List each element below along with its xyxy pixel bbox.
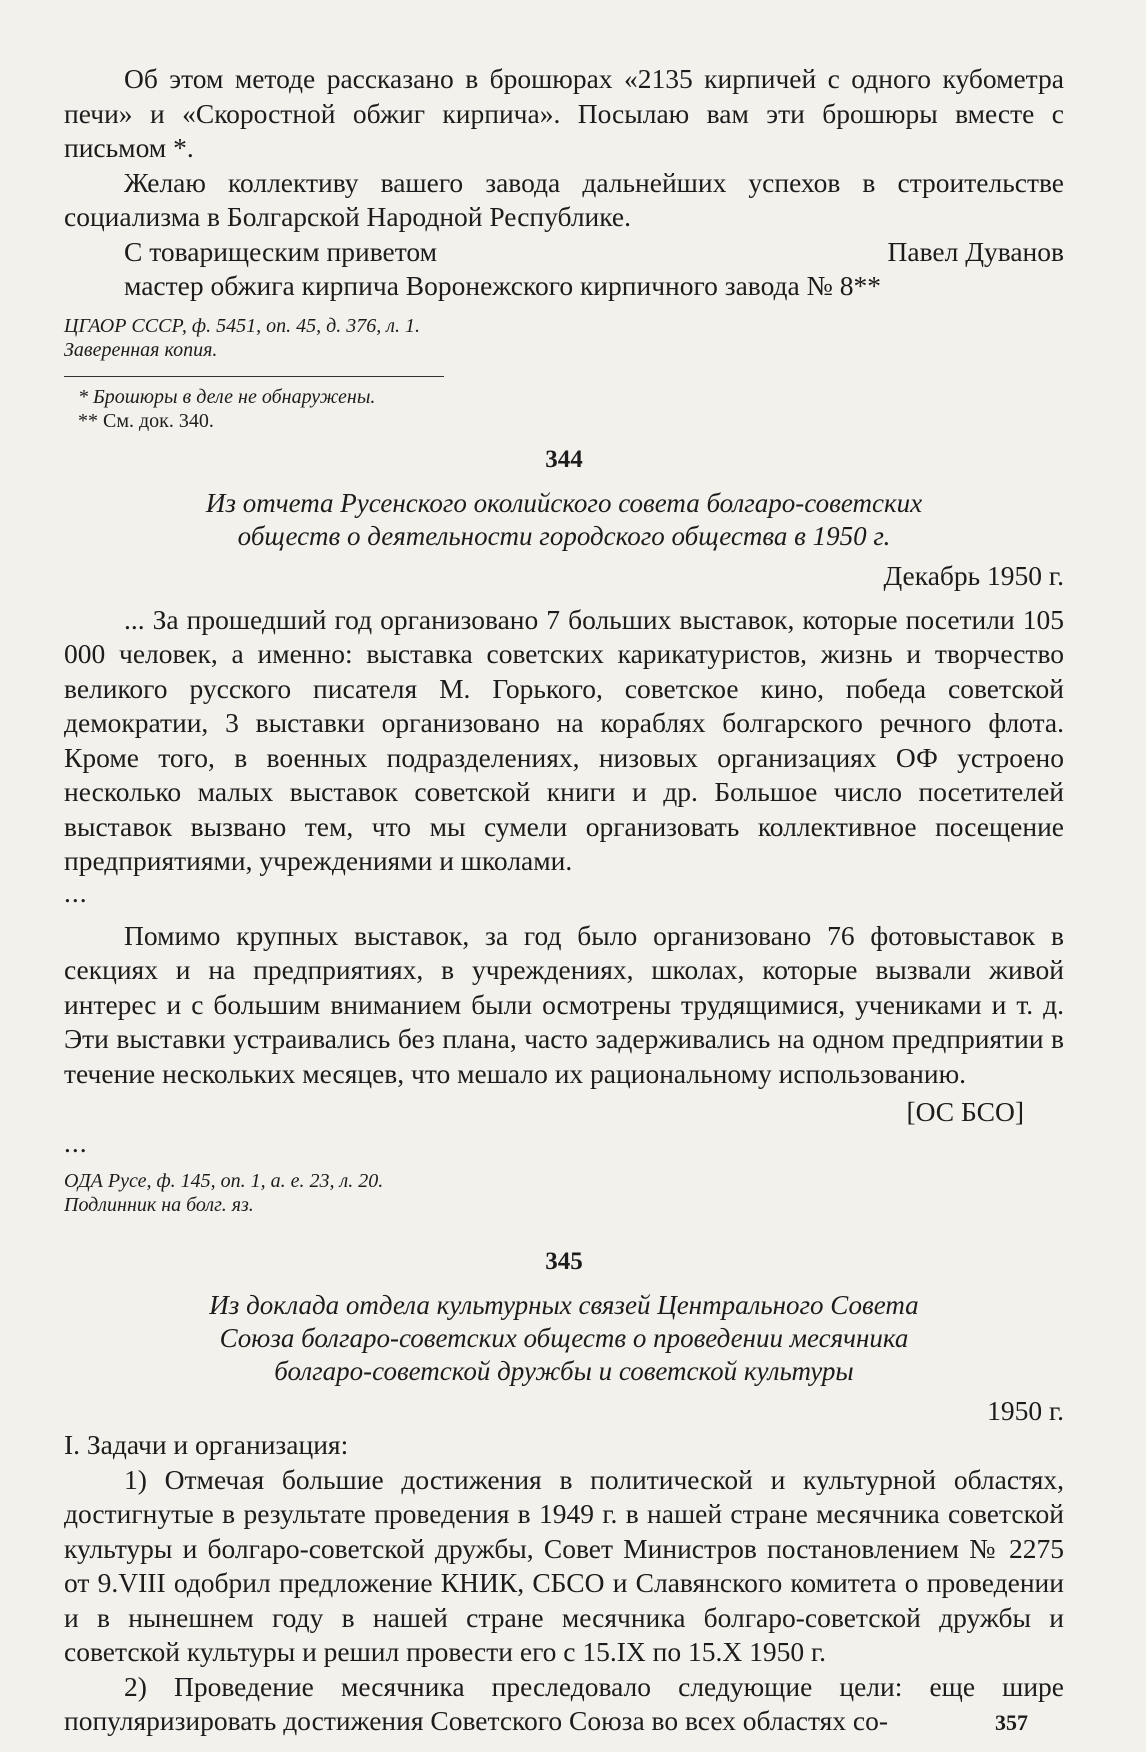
doc344-date: Декабрь 1950 г.: [883, 559, 1064, 591]
doc345-paragraph-1: 1) Отмечая большие достижения в политической и культурной областях, достигнутые в результате проведения в 1949 г. в нашей стране месячника советской культуры и болгаро-советской дружбы, Совет Министров постановлением № 2275 от 9.VIII одобрил предложение КНИК, СБСО и Славянского комитета о проведении и в нынешнем году в нашей стране месячника болгаро-советской дружбы и советской культуры и решил провести его с 15.IX по 15.X 1950 г.: [64, 1463, 1064, 1667]
ellipsis: ...: [64, 1127, 88, 1158]
doc344-heading-line-2: обществ о деятельности городского общества в 1950 г.: [237, 520, 891, 551]
letter-paragraph-1: Об этом методе рассказано в брошюрах «2135 кирпичей с одного кубометра печи» и «Скоростной обжиг кирпича». Посылаю вам эти брошюры вместе с письмом *.: [64, 63, 1064, 163]
greeting: С товарищеским приветом: [124, 235, 438, 267]
archive-source: ЦГАОР СССР, ф. 5451, оп. 45, д. 376, л. 1.: [64, 314, 420, 337]
document-number-344: 344: [545, 445, 583, 473]
archive-note: Заверенная копия.: [64, 338, 218, 361]
doc344-heading-line-1: Из отчета Русенского околийского совета болгаро-советских: [205, 487, 923, 518]
doc345-heading-line-3: болгаро-советской дружбы и советской культуры: [274, 1356, 854, 1386]
doc345-heading-line-2: Союза болгаро-советских обществ о проведении месячника: [219, 1323, 909, 1353]
author-title: мастер обжига кирпича Воронежского кирпичного завода № 8**: [124, 270, 881, 301]
doc345-section-title: I. Задачи и организация:: [64, 1429, 349, 1460]
doc345-paragraph-2: 2) Проведение месячника преследовало следующие цели: еще шире популяризировать достижения Советского Союза во всех областях со-: [64, 1670, 1064, 1736]
footnote-2: ** См. док. 340.: [78, 409, 214, 432]
footnote-divider: [64, 376, 444, 377]
doc345-heading-line-1: Из доклада отдела культурных связей Центрального Совета: [209, 1290, 919, 1320]
doc344-archive-note: Подлинник на болг. яз.: [64, 1194, 254, 1216]
doc344-paragraph-1: ... За прошедший год организовано 7 больших выставок, которые посетили 105 000 человек, а именно: выставка советских карикатуристов, жизнь и творчество великого русского писателя М. Горького, советское кино, победа советской демократии, 3 выставки организовано на кораблях болгарского речного флота. Кроме того, в военных подразделениях, низовых организациях ОФ устроено несколько малых выставок советской книги и др. Большое число посетителей выставок вызвано тем, что мы сумели организовать коллективное посещение предприятиями, учреждениями и школами.: [64, 603, 1064, 876]
doc344-reference: [ОС БСО]: [906, 1096, 1024, 1127]
doc344-archive-source: ОДА Русе, ф. 145, оп. 1, а. е. 23, л. 20.: [64, 1170, 384, 1192]
footnote-1: * Брошюры в деле не обнаружены.: [78, 385, 376, 408]
letter-paragraph-2: Желаю коллективу вашего завода дальнейших успехов в строительстве социализма в Болгарской Народной Республике.: [64, 166, 1064, 232]
signature-line: [64, 235, 1064, 270]
doc345-date: 1950 г.: [987, 1395, 1064, 1426]
page-content: [64, 62, 1064, 1739]
ellipsis: ...: [64, 876, 88, 908]
document-number-345: 345: [545, 1248, 583, 1275]
page-number: 357: [995, 1710, 1028, 1735]
doc344-paragraph-2: Помимо крупных выставок, за год было организовано 76 фотовыставок в секциях и на предприятиях, в учреждениях, школах, которые вызвали живой интерес и с большим вниманием были осмотрены трудящимися, учениками и т. д. Эти выставки устраивались без плана, часто задерживались на одном предприятии в течение нескольких месяцев, что мешало их рациональному использованию.: [64, 919, 1064, 1089]
author-name: Павел Дуванов: [887, 235, 1064, 267]
